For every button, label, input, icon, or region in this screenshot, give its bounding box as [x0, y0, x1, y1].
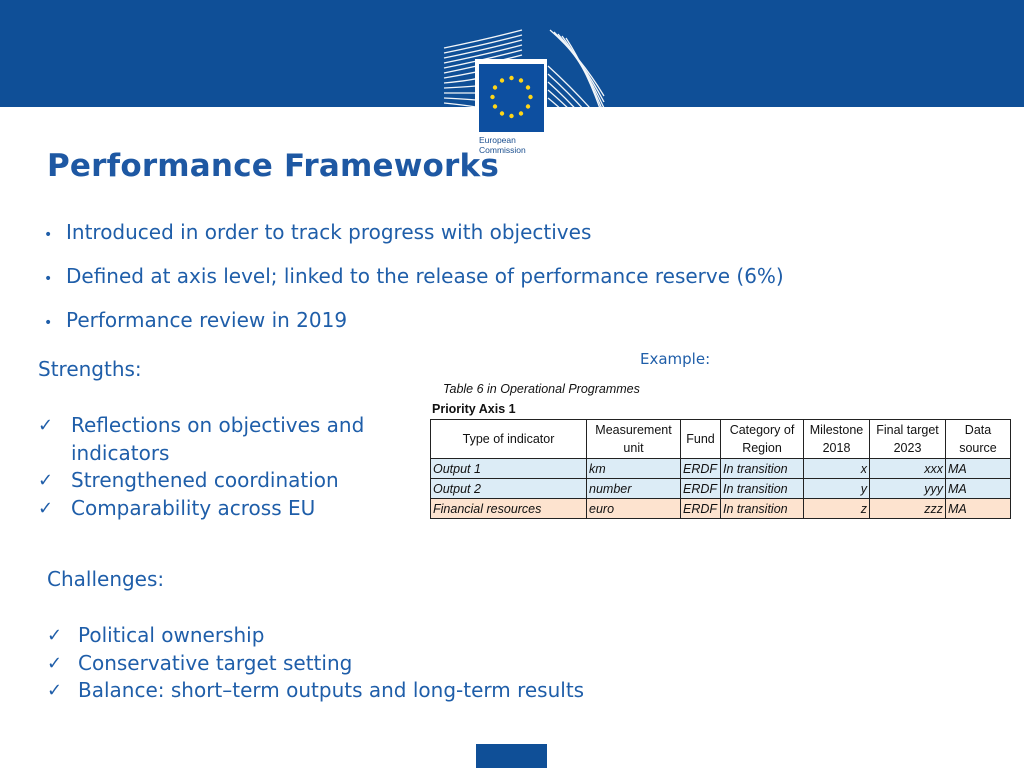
table-cell: x	[804, 459, 870, 479]
checkmark-icon: ✓	[38, 415, 54, 436]
strengths-title: Strengths:	[38, 357, 142, 381]
logo-text-line1: European	[479, 135, 516, 145]
table-caption: Table 6 in Operational Programmes	[443, 382, 640, 396]
challenges-title: Challenges:	[47, 567, 165, 591]
intro-bullets	[44, 212, 784, 344]
page-title: Performance Frameworks	[47, 148, 500, 184]
checkmark-icon: ✓	[38, 497, 54, 519]
strength-text: Comparability across EU	[71, 495, 316, 520]
table-row	[431, 479, 1011, 499]
column-header: Category of Region	[721, 420, 804, 459]
table-cell: y	[804, 479, 870, 499]
checkmark-icon: ✓	[47, 680, 63, 701]
table-cell: xxx	[870, 459, 946, 479]
bullet-item	[44, 256, 784, 300]
checkmark-icon: ✓	[47, 652, 63, 674]
logo-text-line2: Commission	[479, 145, 526, 155]
table-cell: ERDF	[681, 499, 721, 519]
table-cell: ERDF	[681, 459, 721, 479]
column-header: Measurement unit	[587, 420, 681, 459]
strength-item	[38, 467, 398, 495]
footer-flag-block	[476, 744, 547, 768]
bullet-text: Defined at axis level; linked to the release of performance reserve (6%)	[66, 264, 784, 288]
table-cell: In transition	[721, 499, 804, 519]
table-cell: In transition	[721, 479, 804, 499]
eu-flag-icon	[479, 64, 544, 132]
table-header-row	[431, 420, 1011, 459]
column-header: Type of indicator	[431, 420, 587, 459]
challenge-item	[47, 622, 727, 650]
bullet-item	[44, 212, 784, 256]
table-cell: ERDF	[681, 479, 721, 499]
strength-text: Reflections on objectives and indicators	[71, 413, 365, 465]
table-cell: euro	[587, 499, 681, 519]
table-cell: Financial resources	[431, 499, 587, 519]
table-cell: number	[587, 479, 681, 499]
strength-text: Strengthened coordination	[71, 468, 339, 492]
example-label: Example:	[640, 350, 711, 368]
column-header: Milestone 2018	[804, 420, 870, 459]
bullet-item	[44, 300, 784, 344]
strengths-list	[38, 412, 398, 522]
table-row	[431, 459, 1011, 479]
challenges-list	[47, 622, 727, 705]
table-cell: In transition	[721, 459, 804, 479]
checkmark-icon: ✓	[47, 625, 63, 646]
european-commission-logo	[440, 26, 608, 155]
table-cell: Output 1	[431, 459, 587, 479]
table-cell: MA	[946, 499, 1011, 519]
table-cell: z	[804, 499, 870, 519]
bullet-text: Performance review in 2019	[66, 308, 348, 332]
table-cell: Output 2	[431, 479, 587, 499]
challenge-item	[47, 677, 727, 705]
table-cell: MA	[946, 479, 1011, 499]
challenge-text: Political ownership	[78, 623, 265, 647]
column-header: Fund	[681, 420, 721, 459]
table-cell: MA	[946, 459, 1011, 479]
column-header: Final target 2023	[870, 420, 946, 459]
bullet-dot-icon: •	[44, 227, 53, 243]
performance-framework-table	[430, 419, 1011, 519]
priority-axis-label: Priority Axis 1	[432, 402, 516, 416]
challenge-text: Conservative target setting	[78, 650, 353, 675]
column-header: Data source	[946, 420, 1011, 459]
bullet-dot-icon: •	[44, 271, 53, 287]
checkmark-icon: ✓	[38, 470, 54, 491]
strength-item	[38, 412, 398, 467]
bullet-dot-icon: •	[44, 315, 53, 331]
table-cell: km	[587, 459, 681, 479]
challenge-item	[47, 650, 727, 678]
challenge-text: Balance: short–term outputs and long-term results	[78, 678, 585, 702]
table-cell: yyy	[870, 479, 946, 499]
strength-item	[38, 495, 398, 523]
bullet-text: Introduced in order to track progress with objectives	[66, 220, 592, 244]
table-row	[431, 499, 1011, 519]
table-cell: zzz	[870, 499, 946, 519]
